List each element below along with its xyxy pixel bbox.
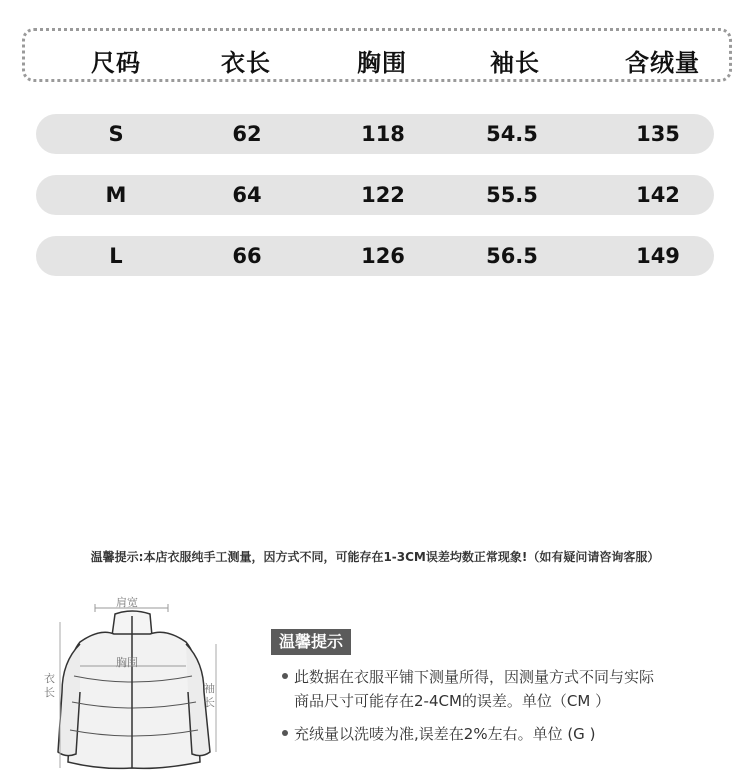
bullet-icon (282, 673, 288, 679)
jacket-illustration (40, 592, 230, 777)
jacket-measurement-figure (40, 592, 230, 777)
tip-item-1-line-1: 此数据在衣服平铺下测量所得，因测量方式不同与实际 (294, 668, 655, 686)
table-row (36, 114, 714, 154)
bullet-icon (282, 730, 288, 736)
table-row (36, 175, 714, 215)
chest-label: 胸围 (116, 656, 138, 669)
cell-size: L (109, 244, 123, 268)
tips-title: 温馨提示 (271, 629, 351, 655)
cell-size: M (105, 183, 127, 207)
cell-length: 64 (232, 183, 262, 207)
table-row (36, 236, 714, 276)
length-label: 衣长 (44, 672, 55, 699)
cell-length: 66 (232, 244, 262, 268)
header-sleeve: 袖长 (490, 49, 540, 77)
cell-sleeve: 54.5 (486, 122, 538, 146)
measurement-notice: 温馨提示:本店衣服纯手工测量，因方式不同，可能存在1-3CM误差均数正常现象!（如有疑问请咨询客服） (90, 550, 660, 564)
size-table-header (22, 28, 732, 82)
cell-sleeve: 56.5 (486, 244, 538, 268)
tip-item (282, 665, 654, 713)
cell-size: S (108, 122, 124, 146)
tip-item-2: 充绒量以洗唛为准,误差在2%左右。单位 (G ) (294, 725, 596, 743)
cell-down-fill: 135 (636, 122, 680, 146)
header-chest: 胸围 (357, 49, 407, 77)
cell-chest: 126 (361, 244, 405, 268)
sleeve-label: 袖长 (204, 682, 215, 709)
header-down-fill: 含绒量 (625, 49, 700, 77)
header-size: 尺码 (91, 49, 141, 77)
cell-sleeve: 55.5 (486, 183, 538, 207)
shoulder-label: 肩宽 (116, 596, 138, 609)
cell-down-fill: 142 (636, 183, 680, 207)
cell-chest: 118 (361, 122, 405, 146)
header-length: 衣长 (221, 49, 271, 77)
cell-length: 62 (232, 122, 262, 146)
tip-item (282, 722, 595, 746)
cell-down-fill: 149 (636, 244, 680, 268)
cell-chest: 122 (361, 183, 405, 207)
tip-item-1-line-2: 商品尺寸可能存在2-4CM的误差。单位（CM ） (294, 692, 611, 710)
